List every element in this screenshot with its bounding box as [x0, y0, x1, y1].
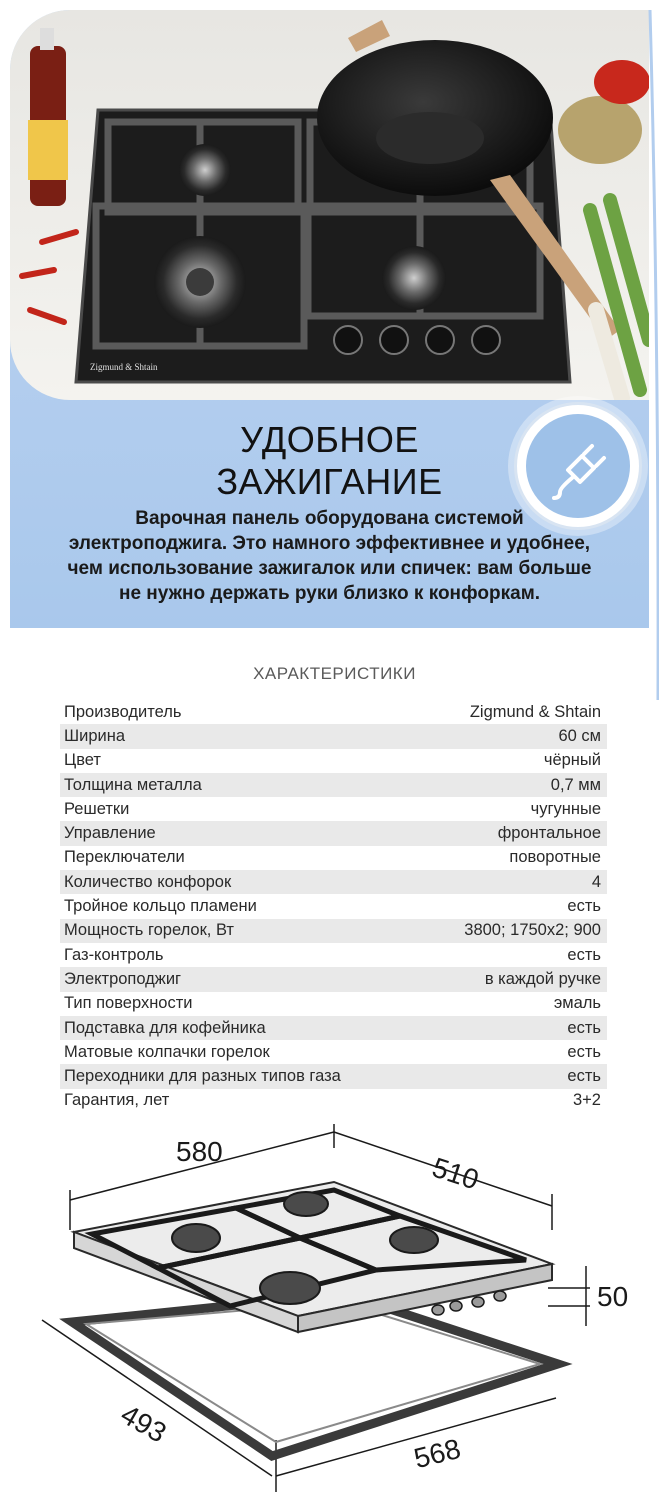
- spec-row: [60, 846, 607, 870]
- spec-label: Матовые колпачки горелок: [64, 1042, 270, 1061]
- spec-label: Газ-контроль: [64, 945, 164, 964]
- spec-value: есть: [567, 945, 601, 964]
- spec-value: есть: [567, 1067, 601, 1086]
- spec-label: Переходники для разных типов газа: [64, 1067, 341, 1086]
- spec-row: [60, 1016, 607, 1040]
- spec-label: Решетки: [64, 799, 130, 818]
- spec-row: [60, 943, 607, 967]
- dim-cutout-width-label: 568: [410, 1432, 464, 1475]
- spec-label: Производитель: [64, 702, 182, 721]
- dim-width-label: 580: [176, 1136, 223, 1167]
- specs-table: [60, 700, 607, 1113]
- spec-row: [60, 1064, 607, 1088]
- banner-title-line1: УДОБНОЕ: [240, 419, 419, 460]
- spec-row: [60, 894, 607, 918]
- spec-value: 3+2: [573, 1091, 601, 1110]
- spec-label: Количество конфорок: [64, 872, 232, 891]
- hob-drawing: [0, 1120, 659, 1500]
- spec-value: 3800; 1750x2; 900: [464, 921, 601, 940]
- spec-value: поворотные: [509, 848, 601, 867]
- spec-row: [60, 1089, 607, 1113]
- spec-label: Мощность горелок, Вт: [64, 921, 234, 940]
- spec-row: [60, 773, 607, 797]
- spec-value: 4: [591, 872, 601, 891]
- spec-value: в каждой ручке: [484, 969, 601, 988]
- spec-value: чёрный: [543, 751, 601, 770]
- spec-value: фронтальное: [497, 824, 601, 843]
- spec-row: [60, 992, 607, 1016]
- spec-value: Zigmund & Shtain: [469, 702, 601, 721]
- spec-label: Гарантия, лет: [64, 1091, 170, 1110]
- spec-label: Толщина металла: [64, 775, 202, 794]
- dimension-diagram: [0, 1120, 659, 1500]
- spec-row: [60, 967, 607, 991]
- spec-row: [60, 870, 607, 894]
- spec-value: 0,7 мм: [550, 775, 601, 794]
- spec-value: есть: [567, 1018, 601, 1037]
- spec-row: [60, 919, 607, 943]
- hob-brand-label: Zigmund & Shtain: [90, 362, 158, 372]
- banner-description: [10, 506, 649, 606]
- spec-row: [60, 724, 607, 748]
- spec-row: [60, 797, 607, 821]
- product-photo: [10, 10, 649, 400]
- spec-label: Переключатели: [64, 848, 185, 867]
- dim-height-label: 50: [597, 1281, 629, 1312]
- dim-depth-label: 510: [428, 1151, 483, 1196]
- description-line: электроподжига. Это намного эффективнее и удобнее,: [68, 533, 591, 554]
- spec-value: чугунные: [530, 799, 601, 818]
- spec-row: [60, 749, 607, 773]
- spec-label: Тип поверхности: [64, 994, 193, 1013]
- spec-label: Управление: [64, 824, 156, 843]
- spec-label: Цвет: [64, 751, 101, 770]
- spec-row: [60, 700, 607, 724]
- spec-row: [60, 1040, 607, 1064]
- spec-value: эмаль: [553, 994, 601, 1013]
- spec-value: 60 см: [558, 726, 601, 745]
- spec-value: есть: [567, 1042, 601, 1061]
- spec-label: Тройное кольцо пламени: [64, 897, 257, 916]
- spec-value: есть: [567, 897, 601, 916]
- specs-title: ХАРАКТЕРИСТИКИ: [253, 664, 416, 683]
- dim-cutout-depth-label: 493: [115, 1398, 172, 1449]
- description-line: не нужно держать руки близко к конфоркам.: [118, 583, 541, 604]
- banner-title-line2: ЗАЖИГАНИЕ: [216, 461, 443, 502]
- spec-label: Подставка для кофейника: [64, 1018, 266, 1037]
- spec-row: [60, 821, 607, 845]
- spec-label: Электроподжиг: [64, 969, 182, 988]
- description-line: Варочная панель оборудована системой: [135, 508, 524, 529]
- spec-label: Ширина: [64, 726, 126, 745]
- description-line: чем использование зажигалок или спичек: вам больше: [67, 558, 592, 579]
